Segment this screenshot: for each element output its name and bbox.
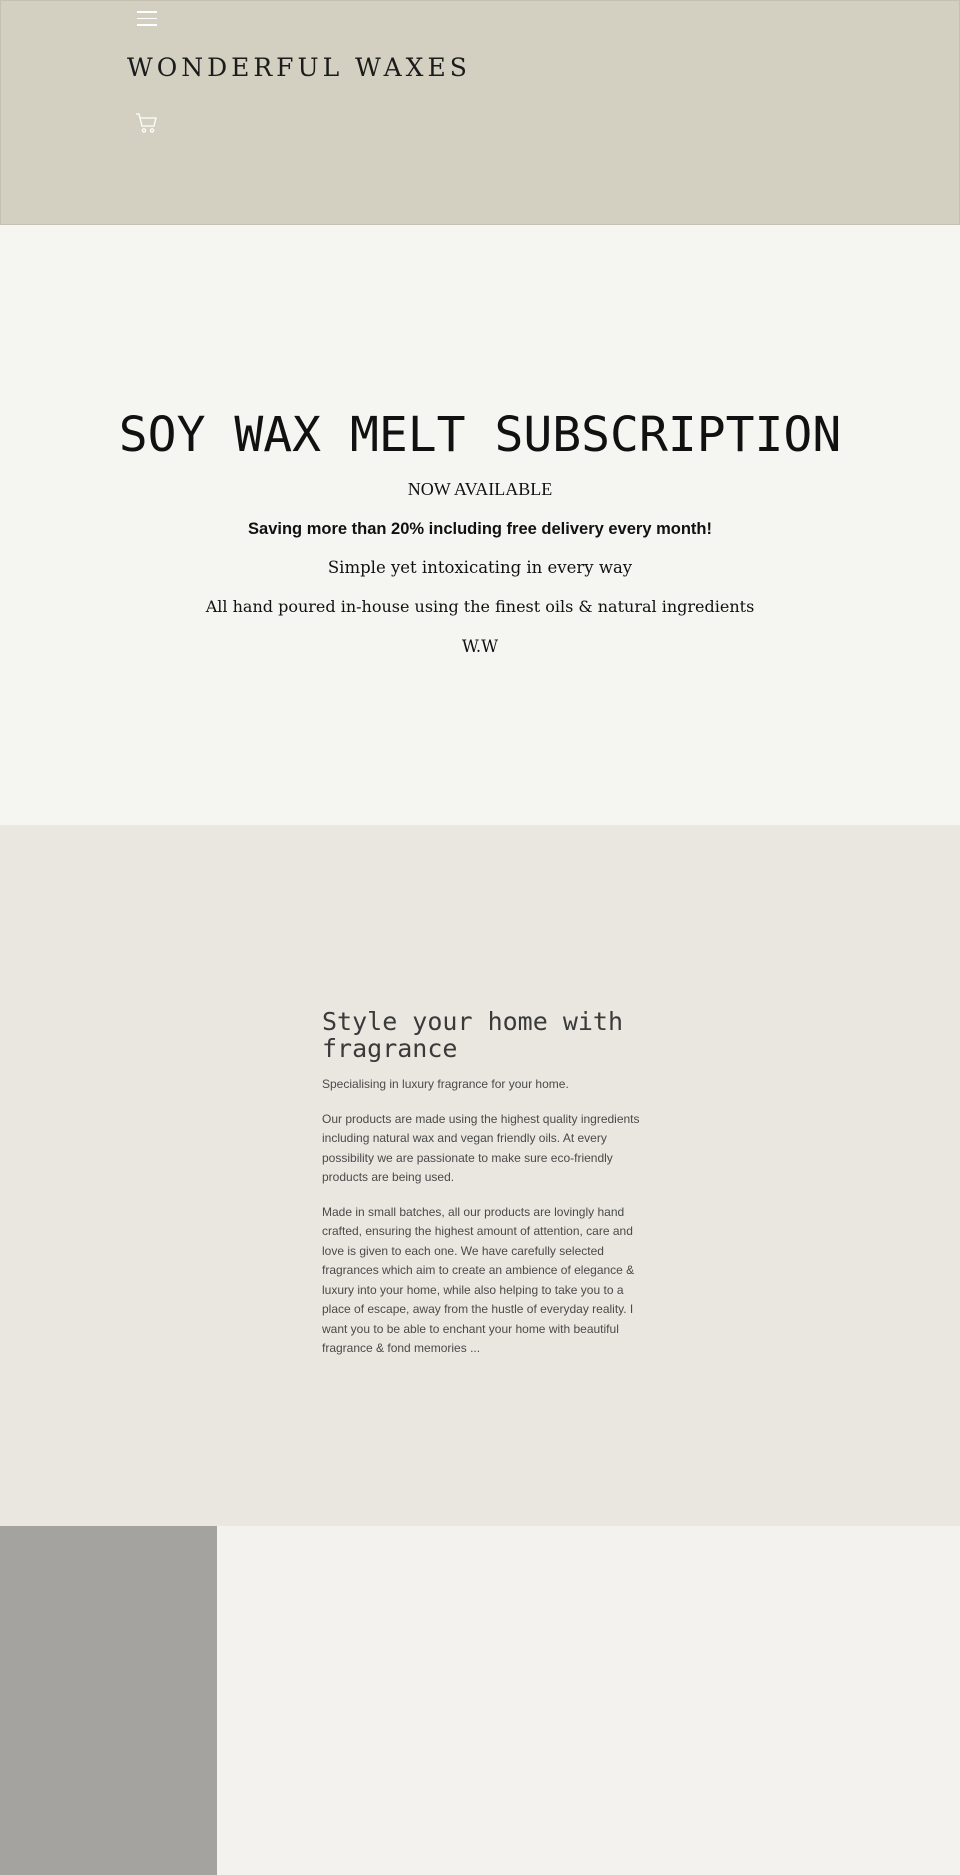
hero-tagline: Simple yet intoxicating in every way (327, 558, 633, 577)
about-paragraph: Made in small batches, all our products are lovingly hand crafted, ensuring the highest amount of attention, care and love is given to each one. We have carefully selected fragrances which aim to create an ambience of elegance & luxury into your home, while also helping to take you to a place of escape, away from the hustle of everyday reality. I want you to be able to enchant your home with beautiful fragrance & fond memories ... (322, 1204, 635, 1355)
shopping-cart-icon[interactable] (135, 111, 159, 135)
site-logo[interactable]: WONDERFUL WAXES (127, 53, 471, 82)
hero-now-available: NOW AVAILABLE (407, 479, 553, 499)
about-paragraph: Specialising in luxury fragrance for your home. (322, 1077, 569, 1091)
hero-savings-text: Saving more than 20% including free delivery every month! (248, 520, 712, 538)
hero-signature: W.W (461, 637, 499, 656)
hamburger-menu-icon[interactable] (137, 11, 157, 29)
image-placeholder (0, 1526, 217, 1875)
content-placeholder (217, 1526, 960, 1875)
hero-title: SOY WAX MELT SUBSCRIPTION (118, 407, 842, 463)
hero-section (0, 225, 960, 825)
site-header (0, 0, 960, 225)
about-section (0, 825, 960, 1526)
about-content (322, 1008, 642, 1374)
hero-ingredients-text: All hand poured in-house using the finest oils & natural ingredients (205, 597, 755, 616)
about-title: Style your home with fragrance (322, 1007, 624, 1063)
about-paragraph: Our products are made using the highest quality ingredients including natural wax and vegan friendly oils. At every possibility we are passionate to make sure eco-friendly products are being used. (322, 1111, 640, 1184)
